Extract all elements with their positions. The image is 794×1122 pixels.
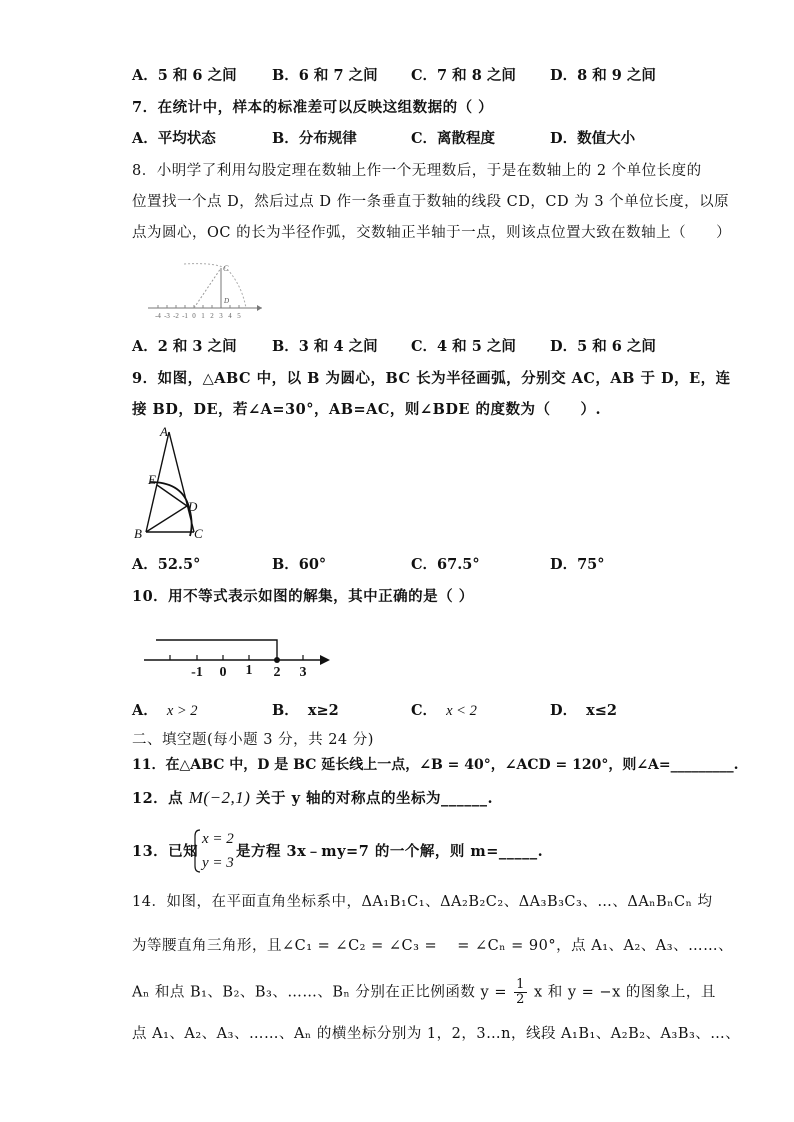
q8-tick-label: 3 — [219, 312, 223, 320]
q10-option-a-letter: A． — [132, 702, 158, 719]
q9-stem-line2: 接 BD，DE，若∠A=30°，AB=AC，则∠BDE 的度数为（ ）. — [132, 401, 602, 418]
q8-tick-label: -3 — [164, 312, 170, 320]
q8-number-line-figure — [140, 252, 270, 324]
q6-option-b: B．6 和 7 之间 — [272, 67, 378, 84]
q9-option-c: C．67.5° — [411, 556, 480, 573]
q10-stem: 10．用不等式表示如图的解集，其中正确的是（ ） — [132, 588, 474, 605]
q14-line2: 为等腰直角三角形，且∠C₁ = ∠C₂ = ∠C₃ = = ∠Cₙ = 90°，点 A₁、A₂、A₃、……、 — [132, 938, 734, 954]
q10-option-a — [132, 701, 198, 721]
q10-tick-label: 3 — [299, 665, 307, 680]
q10-number-line-figure — [140, 630, 335, 685]
q8-label-d: D — [224, 297, 230, 305]
q10-option-d-letter: D． — [550, 702, 578, 719]
q14-fraction-numerator: 1 — [516, 977, 525, 992]
q9-triangle-figure — [128, 422, 218, 544]
q13-prefix: 13．已知 — [132, 843, 199, 860]
q7-option-a: A．平均状态 — [132, 130, 216, 147]
q8-tick-label: -4 — [155, 312, 161, 320]
q10-tick-label: -1 — [191, 665, 203, 680]
q7-option-b: B．分布规律 — [272, 130, 357, 147]
q13-eq-x: x = 2 — [202, 831, 234, 847]
q6-option-a: A．5 和 6 之间 — [132, 67, 237, 84]
section2-title: 二、填空题(每小题 3 分，共 24 分) — [132, 732, 374, 748]
q11-stem: 11．在△ABC 中，D 是 BC 延长线上一点，∠B = 40°，∠ACD = 120°，则∠A=_________. — [132, 757, 739, 773]
q10-option-d-expr: x≤2 — [586, 702, 618, 719]
q9-label-b: B — [134, 526, 142, 541]
q9-label-a: A — [160, 424, 168, 439]
q13-eq-y: y = 3 — [202, 855, 234, 871]
q7-stem: 7．在统计中，样本的标准差可以反映这组数据的（ ） — [132, 99, 494, 116]
q9-label-e: E — [148, 472, 156, 487]
q10-option-c-letter: C． — [411, 702, 438, 719]
q8-tick-label: 0 — [192, 312, 196, 320]
q8-stem-line1: 8．小明学了利用勾股定理在数轴上作一个无理数后，于是在数轴上的 2 个单位长度的 — [132, 163, 702, 179]
q12-suffix: 关于 y 轴的对称点的坐标为______. — [256, 790, 494, 807]
q10-option-a-expr: x > 2 — [166, 703, 198, 719]
q8-tick-label: 4 — [228, 312, 232, 320]
q8-tick-label: 5 — [237, 312, 241, 320]
q10-option-d — [550, 701, 617, 721]
q9-label-d: D — [188, 499, 198, 514]
q13-suffix: 是方程 3x﹣my=7 的一个解，则 m=_____. — [236, 843, 544, 860]
q10-option-b — [272, 701, 339, 721]
q9-option-a: A．52.5° — [132, 556, 201, 573]
q8-tick-label: 2 — [210, 312, 214, 320]
q12-stem — [132, 788, 493, 809]
q14-line3 — [132, 978, 716, 1007]
q8-tick-label: 1 — [201, 312, 205, 320]
q10-tick-label: 0 — [219, 665, 227, 680]
q10-option-b-expr: x≥2 — [307, 702, 339, 719]
q6-option-c: C．7 和 8 之间 — [411, 67, 516, 84]
q14-line1: 14．如图，在平面直角坐标系中，ΔA₁B₁C₁、ΔA₂B₂C₂、ΔA₃B₃C₃、…、ΔAₙBₙCₙ 均 — [132, 894, 713, 910]
q8-stem-line2: 位置找一个点 D，然后过点 D 作一条垂直于数轴的线段 CD，CD 为 3 个单位长度，以原 — [132, 194, 730, 210]
q8-tick-label: -1 — [182, 312, 188, 320]
q8-option-a: A．2 和 3 之间 — [132, 338, 237, 355]
q14-fraction-denominator: 2 — [516, 992, 525, 1007]
q8-stem-line3: 点为圆心，OC 的长为半径作弧，交数轴正半轴于一点，则该点位置大致在数轴上（ ） — [132, 225, 732, 241]
q8-option-c: C．4 和 5 之间 — [411, 338, 516, 355]
q14-line3-part-a: Aₙ 和点 B₁、B₂、B₃、……、Bₙ 分别在正比例函数 y = — [132, 984, 507, 1001]
q10-option-c — [411, 701, 477, 721]
q9-stem-line1: 9．如图，△ABC 中，以 B 为圆心，BC 长为半径画弧，分别交 AC，AB 于 D，E，连 — [132, 370, 731, 387]
q9-label-c: C — [194, 526, 203, 541]
q6-option-d: D．8 和 9 之间 — [550, 67, 656, 84]
q8-option-d: D．5 和 6 之间 — [550, 338, 656, 355]
q8-label-c: C — [223, 264, 229, 273]
q8-option-b: B．3 和 4 之间 — [272, 338, 378, 355]
q7-option-c: C．离散程度 — [411, 130, 496, 147]
q10-option-b-letter: B． — [272, 702, 299, 719]
q7-option-d: D．数值大小 — [550, 130, 636, 147]
q10-option-c-expr: x < 2 — [446, 703, 477, 719]
q14-fraction — [514, 978, 527, 1007]
q12-prefix: 12．点 — [132, 790, 184, 807]
q10-tick-label: 2 — [273, 665, 281, 680]
q14-line4: 点 A₁、A₂、A₃、……、Aₙ 的横坐标分别为 1，2，3…n，线段 A₁B₁、A₂B₂、A₃B₃、…、 — [132, 1026, 741, 1042]
q13-brace — [192, 828, 202, 874]
q9-option-b: B．60° — [272, 556, 327, 573]
q14-line3-part-b: x 和 y = −x 的图象上，且 — [533, 984, 716, 1001]
q10-tick-label: 1 — [245, 663, 253, 678]
q9-option-d: D．75° — [550, 556, 605, 573]
q12-point-m: M(−2,1) — [188, 788, 251, 807]
q8-tick-label: -2 — [173, 312, 179, 320]
